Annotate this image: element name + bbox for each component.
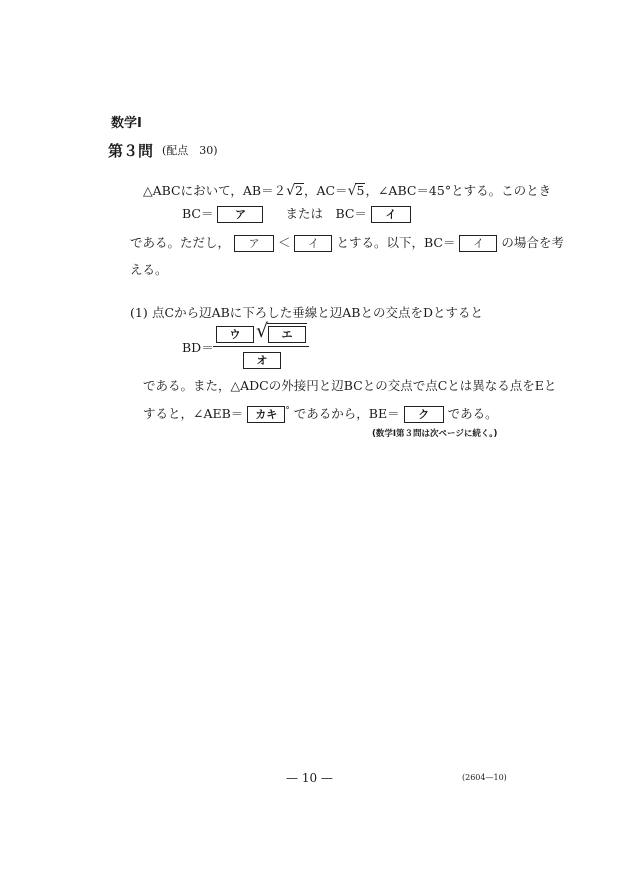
- answer-box-i-ref: イ: [294, 235, 332, 252]
- intro-line-3: である。ただし， ア ＜ イ とする。以下，BC＝ イ の場合を考: [130, 235, 564, 250]
- radical-sign-icon: √: [256, 320, 269, 342]
- part1-line-1: 点Cから辺ABに下ろした垂線と辺ABとの交点をDとすると: [152, 305, 484, 320]
- answer-box-u[interactable]: ウ: [216, 326, 254, 343]
- part1-line-3: すると，∠AEB＝ カキ ° であるから，BE＝ ク である。: [143, 406, 498, 422]
- subject-title: 数学Ⅰ: [111, 116, 142, 131]
- bd-label: BD＝: [182, 340, 214, 355]
- answer-box-a-ref: ア: [234, 235, 274, 252]
- intro-line-1: △ABCにおいて，AB＝２√2，AC＝√5，∠ABC＝45°とする。このとき: [143, 183, 552, 199]
- page-code: (2604—10): [462, 773, 507, 782]
- intro-line-4: える。: [130, 262, 168, 277]
- problem-heading: 第３問: [108, 142, 154, 160]
- answer-box-kaki[interactable]: カキ: [247, 406, 285, 423]
- answer-box-i[interactable]: イ: [371, 206, 411, 223]
- page-number: — 10 —: [286, 771, 333, 785]
- fraction-bar: [213, 346, 309, 347]
- part1-number: (1): [130, 305, 148, 320]
- continued-note: (数学Ⅰ第３問は次ページに続く。): [372, 429, 498, 439]
- answer-box-e[interactable]: エ: [268, 326, 306, 343]
- answer-box-o[interactable]: オ: [243, 352, 281, 369]
- points-note: (配点 30): [162, 144, 218, 157]
- bd-fraction: [213, 320, 309, 368]
- intro-line-2: BC＝ ア または BC＝ イ: [182, 206, 411, 223]
- part1-line-2: である。また，△ADCの外接円と辺BCとの交点で点Cとは異なる点をEと: [143, 378, 557, 393]
- answer-box-ku[interactable]: ク: [404, 406, 444, 423]
- answer-box-i-ref-2: イ: [459, 235, 497, 252]
- answer-box-a[interactable]: ア: [217, 206, 263, 223]
